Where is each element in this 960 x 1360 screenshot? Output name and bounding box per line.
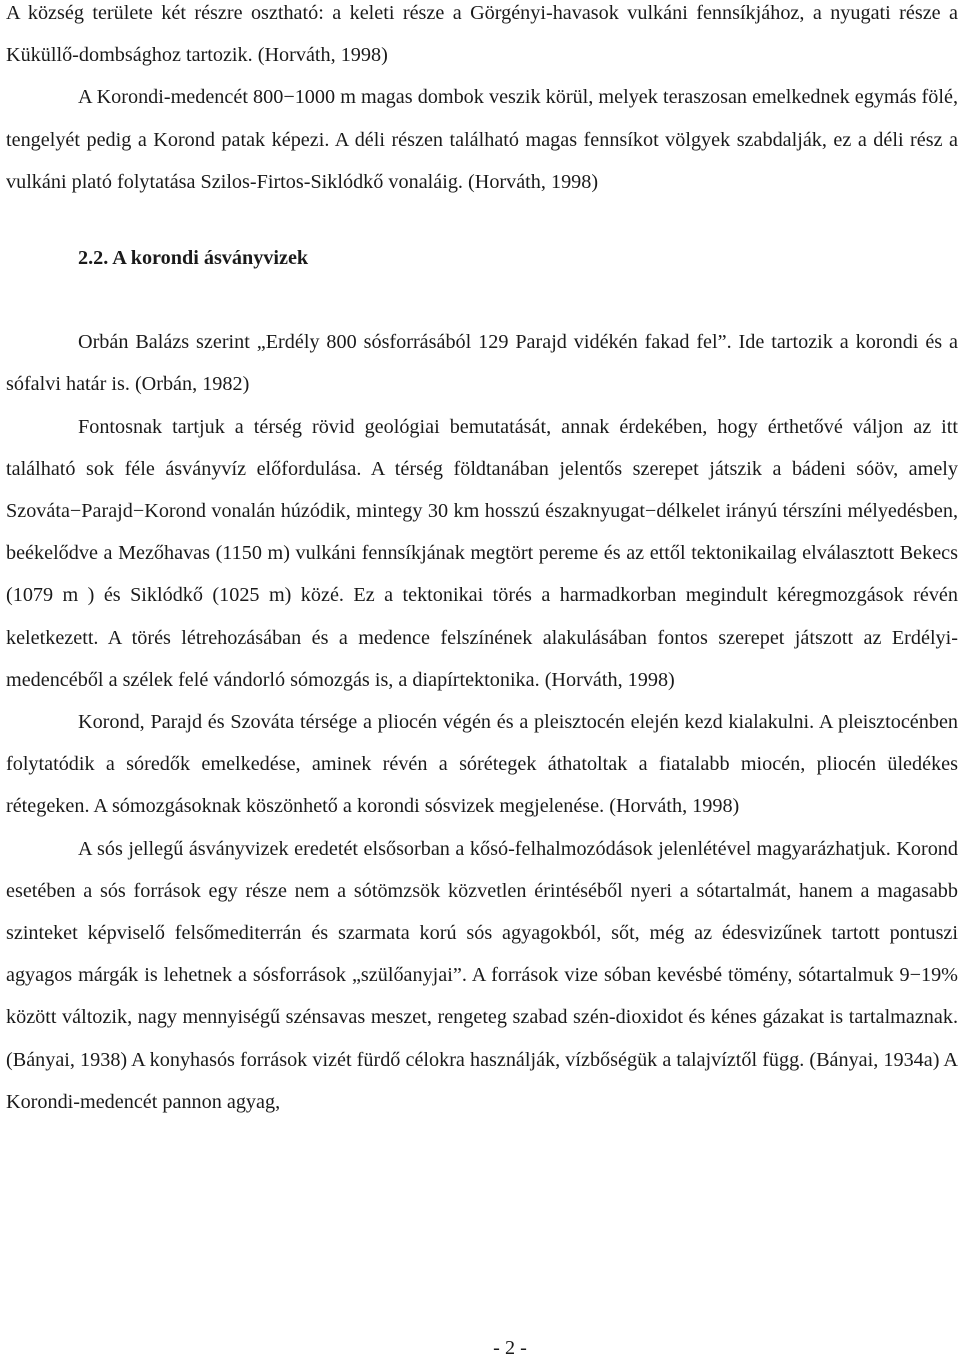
spacer: [6, 203, 958, 237]
document-page: [6, 0, 958, 1123]
paragraph-orban-balazs: Orbán Balázs szerint „Erdély 800 sósforrásából 129 Parajd vidékén fakad fel”. Ide tartozik a korondi és a sófalvi határ is. (Orbán, 1982): [6, 331, 958, 396]
spacer: [6, 279, 958, 321]
section-heading: 2.2. A korondi ásványvizek: [78, 247, 309, 270]
paragraph-pliocen: Korond, Parajd és Szováta térsége a pliocén végén és a pleisztocén elején kezd kialakulni. A pleisztocénben folytatódik a sóredők emelkedése, aminek révén a sórétegek áthatoltak a fiatalabb miocén, pliocén üledékes rétegeken. A sómozgásoknak köszönhető a korondi sósvizek megjelenése. (Horváth, 1998): [6, 711, 958, 818]
paragraph-sos-asvanyvizek: A sós jellegű ásványvizek eredetét elsősorban a kősó-felhalmozódások jelenlétével magyarázhatjuk. Korond esetében a sós források egy része nem a sótömzsök közvetlen érintéséből nyeri a sótartalmát, hanem a magasabb szinteket képviselő felsőmediterrán és szarmata korú sós agyagokból, sőt, még az édesvizűnek tartott pontuszi agyagos márgák is lehetnek a sósforrások „szülőanyjai”. A források vize sóban kevésbé tömény, sótartalmuk 9−19% között változik, nagy mennyiségű szénsavas meszet, rengeteg szabad szén-dioxidot és kénes gázakat is tartalmaznak. (Bányai, 1938) A konyhasós források vizét fürdő célokra használják, vízbőségük a talajvíztől függ. (Bányai, 1934a) A Korondi-medencét pannon agyag,: [6, 837, 958, 1113]
paragraph-korondi-medence: A Korondi-medencét 800−1000 m magas dombok veszik körül, melyek teraszosan emelkednek egymás fölé, tengelyét pedig a Korond patak képezi. A déli részen található magas fennsíkot völgyek szabdalják, ez a déli rész a vulkáni plató folytatása Szilos-Firtos-Siklódkő vonaláig. (Horváth, 1998): [6, 86, 958, 193]
page-number: - 2 -: [493, 1337, 527, 1359]
paragraph-intro: A község területe két részre osztható: a keleti része a Görgényi-havasok vulkáni fennsíkjához, a nyugati része a Küküllő-dombsághoz tartozik. (Horváth, 1998): [6, 2, 958, 67]
paragraph-geologia: Fontosnak tartjuk a térség rövid geológiai bemutatását, annak érdekében, hogy érthetővé váljon az itt található sok féle ásványvíz előfordulása. A térség földtanában jelentős szerepet játszik a bádeni sóöv, amely Szováta−Parajd−Korond vonalán húzódik, mintegy 30 km hosszú északnyugat−délkelet irányú térszíni mélyedésben, beékelődve a Mezőhavas (1150 m) vulkáni fennsíkjának megtört pereme és az ettől tektonikailag elválasztott Bekecs (1079 m ) és Siklódkő (1025 m) közé. Ez a tektonikai törés a harmadkorban megindult kéregmozgások révén keletkezett. A törés létrehozásában és a medence felszínének alakulásában fontos szerepet játszott az Erdélyi-medencéből a szélek felé vándorló sómozgás is, a diapírtektonika. (Horváth, 1998): [6, 415, 958, 691]
